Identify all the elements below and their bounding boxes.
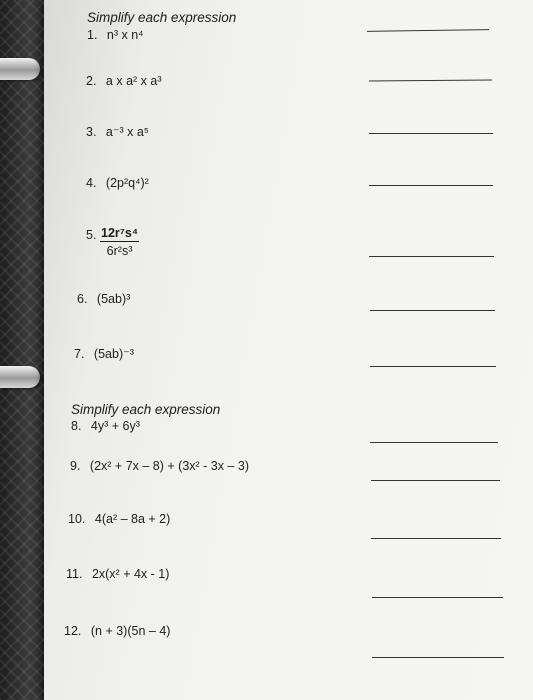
binder-spine [0,0,48,700]
answer-line[interactable] [370,366,496,367]
problem-number: 3. [86,125,97,139]
answer-line[interactable] [367,29,489,32]
problem-number: 7. [74,347,85,361]
binder-ring [0,58,40,80]
problem-expression: n³ x n⁴ [106,28,144,42]
answer-line[interactable] [370,310,495,311]
answer-line[interactable] [369,79,492,81]
fraction-numerator: 12r⁷s⁴ [101,226,139,240]
problem-8 [71,419,140,433]
problem-expression: a x a² x a³ [105,74,162,88]
problem-number: 6. [77,292,88,306]
answer-line[interactable] [369,256,494,257]
answer-line[interactable] [369,133,493,134]
answer-line[interactable] [372,597,503,598]
problem-number: 12. [64,624,82,638]
problem-number: 10. [68,512,86,526]
problem-2 [86,74,162,88]
problem-12 [64,624,170,638]
section-heading: Simplify each expression [71,402,221,417]
answer-line[interactable] [371,538,501,539]
problem-5-fraction [100,226,139,258]
problem-expression: (2p²q⁴)² [105,176,149,190]
problem-expression: (5ab)³ [96,292,131,306]
problem-expression: (2x² + 7x – 8) + (3x² - 3x – 3) [89,459,250,473]
problem-5-number: 5. [86,228,97,242]
problem-expression: (n + 3)(5n – 4) [90,624,171,638]
problem-expression: (5ab)⁻³ [93,347,134,361]
fraction-denominator: 6r²s³ [106,244,133,258]
section-heading: Simplify each expression [87,10,237,25]
problem-number: 8. [71,419,82,433]
problem-number: 9. [70,459,81,473]
problem-6 [77,292,130,306]
problem-9 [70,459,249,473]
problem-number: 2. [86,74,97,88]
problem-expression: 4y³ + 6y³ [90,419,140,433]
problem-11 [66,567,169,581]
worksheet-paper [44,0,533,700]
answer-line[interactable] [372,657,504,658]
problem-expression: 4(a² – 8a + 2) [94,512,171,526]
answer-line[interactable] [371,480,500,481]
answer-line[interactable] [370,442,498,443]
problem-expression: a⁻³ x a⁵ [105,125,149,139]
problem-7 [74,346,134,361]
problem-4 [86,176,149,190]
problem-10 [68,512,170,526]
problem-1 [87,28,144,42]
binder-ring [0,366,40,388]
problem-number: 11. [66,567,83,581]
problem-expression: 2x(x² + 4x - 1) [91,567,170,581]
answer-line[interactable] [369,185,493,186]
problem-3 [86,124,149,139]
problem-number: 4. [86,176,97,190]
problem-number: 1. [87,28,98,42]
